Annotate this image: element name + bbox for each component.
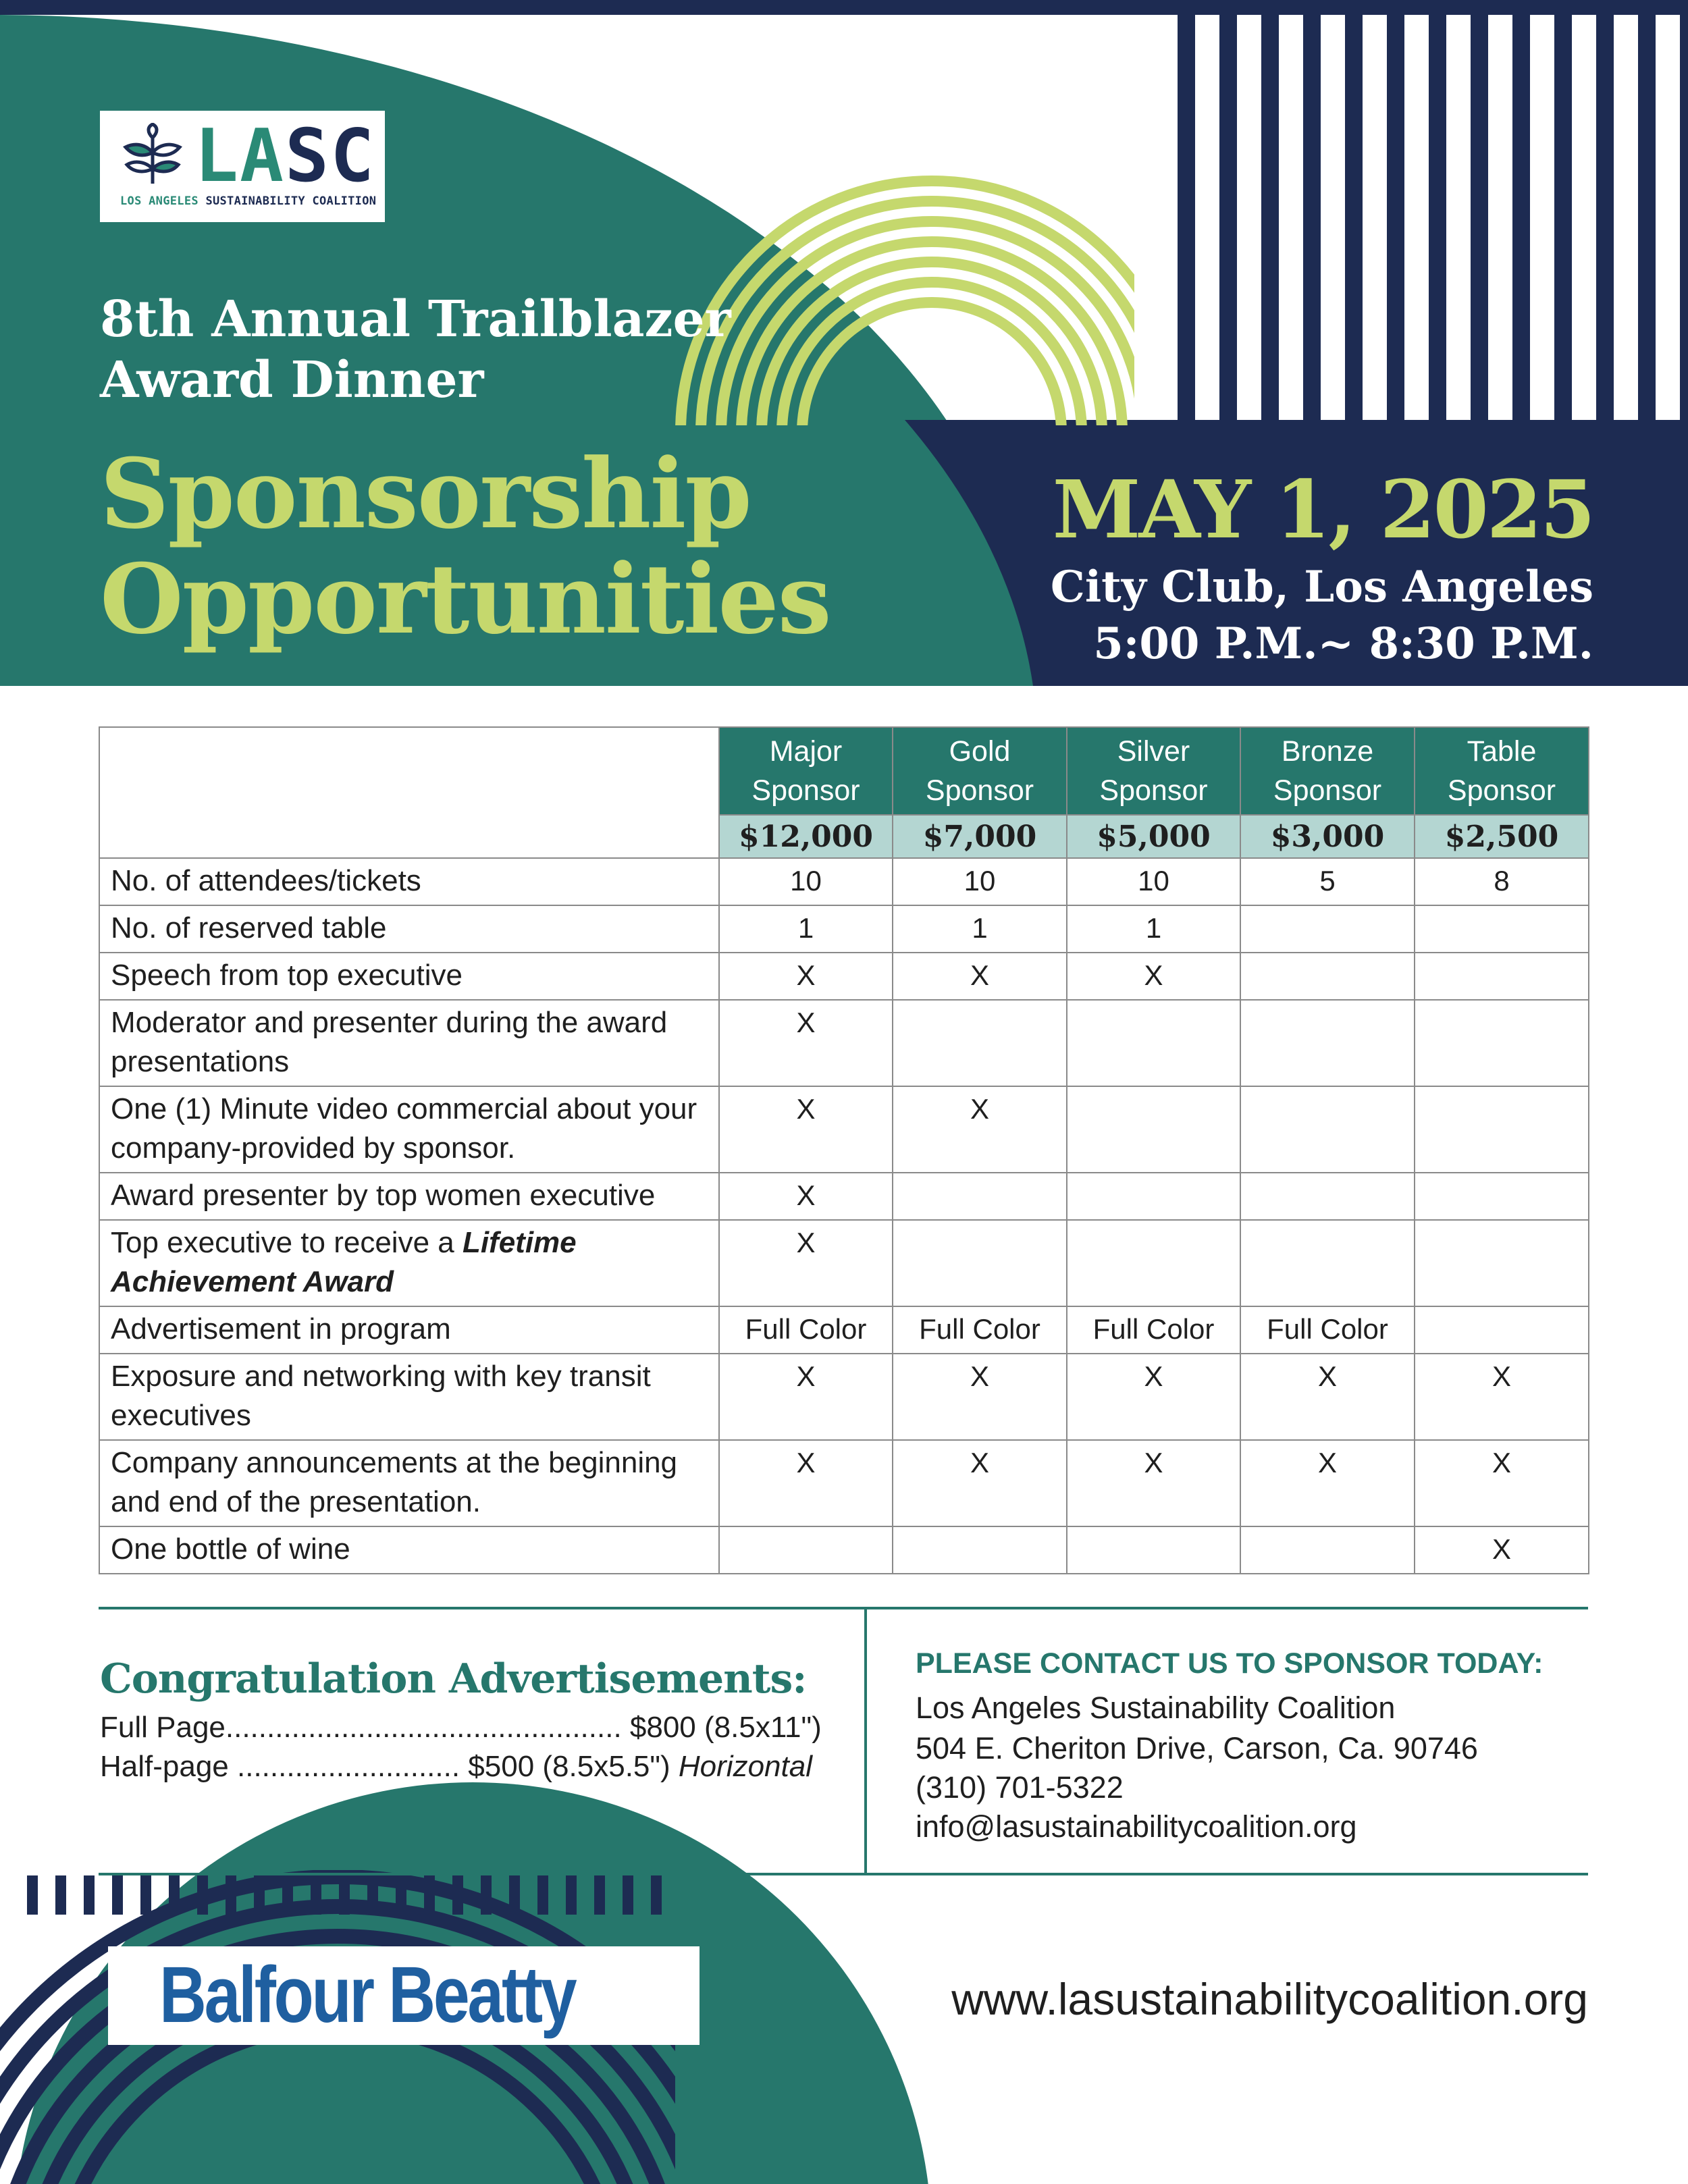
cell-value xyxy=(1415,1000,1589,1086)
table-row xyxy=(99,905,1589,953)
cell-value: X xyxy=(719,953,893,1000)
cell-value xyxy=(1067,1173,1240,1220)
ad-full-page: Full Page................................................ $800 (8.5x11") xyxy=(100,1711,822,1744)
cell-value xyxy=(1415,1306,1589,1354)
cell-value: X xyxy=(1415,1526,1589,1574)
cell-value xyxy=(893,1220,1067,1306)
row-label: One bottle of wine xyxy=(99,1526,719,1574)
table-row xyxy=(99,1173,1589,1220)
cell-value: X xyxy=(1240,1440,1415,1526)
cell-value: Full Color xyxy=(1067,1306,1240,1354)
row-label: One (1) Minute video commercial about your company-provided by sponsor. xyxy=(99,1086,719,1173)
cell-value: X xyxy=(719,1354,893,1440)
row-label-prefix: Top executive to receive a xyxy=(111,1226,463,1259)
cell-value xyxy=(1067,1526,1240,1574)
table-row xyxy=(99,953,1589,1000)
ad-half-page xyxy=(100,1747,812,1786)
table-row xyxy=(99,1306,1589,1354)
cell-value xyxy=(1240,1220,1415,1306)
cell-value: 1 xyxy=(893,905,1067,953)
event-time: 5:00 P.M.~ 8:30 P.M. xyxy=(1093,618,1593,669)
vertical-stripes-decoration xyxy=(1178,15,1688,420)
cell-value: 8 xyxy=(1415,858,1589,905)
table-corner-cell xyxy=(99,727,719,858)
row-label: Award presenter by top women executive xyxy=(99,1173,719,1220)
tier-header-bronze: Bronze Sponsor xyxy=(1240,727,1415,815)
balfour-beatty-logo xyxy=(108,1946,700,2045)
logo-wordmark: LASC xyxy=(194,114,376,198)
cell-value xyxy=(1240,1526,1415,1574)
section-divider-vertical xyxy=(864,1608,867,1874)
cell-value: X xyxy=(1067,1354,1240,1440)
logo-subtitle: LOS ANGELES SUSTAINABILITY COALITION xyxy=(120,194,377,208)
cell-value: 10 xyxy=(1067,858,1240,905)
cell-value: Full Color xyxy=(1240,1306,1415,1354)
cell-value: 10 xyxy=(719,858,893,905)
contact-address: 504 E. Cheriton Drive, Carson, Ca. 90746 xyxy=(916,1731,1478,1765)
lasc-logo xyxy=(100,111,385,222)
section-divider-bottom xyxy=(99,1873,1588,1875)
tier-header-silver: Silver Sponsor xyxy=(1067,727,1240,815)
table-row xyxy=(99,1086,1589,1173)
cell-value xyxy=(1067,1000,1240,1086)
cell-value xyxy=(1240,1173,1415,1220)
website-link[interactable]: www.lasustainabilitycoalition.org xyxy=(951,1974,1588,2024)
contact-org: Los Angeles Sustainability Coalition xyxy=(916,1690,1396,1725)
cell-value: X xyxy=(719,1220,893,1306)
ad-half-page-price: Half-page ........................... $500 (8.5x5.5") xyxy=(100,1750,670,1783)
cell-value xyxy=(1415,905,1589,953)
cell-value: Full Color xyxy=(893,1306,1067,1354)
cell-value xyxy=(1240,1086,1415,1173)
top-border-strip xyxy=(0,0,1688,15)
congrats-title: Congratulation Advertisements: xyxy=(100,1655,807,1703)
event-date: MAY 1, 2025 xyxy=(1052,462,1593,556)
cell-value: X xyxy=(1415,1354,1589,1440)
row-label xyxy=(99,1220,719,1306)
cell-value xyxy=(1067,1086,1240,1173)
cell-value: 10 xyxy=(893,858,1067,905)
cell-value: X xyxy=(893,1440,1067,1526)
page-title-line2: Opportunities xyxy=(100,543,830,656)
event-name-line1: 8th Annual Trailblazer xyxy=(100,290,731,348)
tier-header-gold: Gold Sponsor xyxy=(893,727,1067,815)
tier-header-table: Table Sponsor xyxy=(1415,727,1589,815)
bottom-stripes-decoration xyxy=(27,1875,662,1915)
cell-value xyxy=(1415,953,1589,1000)
cell-value: X xyxy=(1067,953,1240,1000)
cell-value: Full Color xyxy=(719,1306,893,1354)
event-venue: City Club, Los Angeles xyxy=(1050,562,1593,612)
row-label: Company announcements at the beginning and end of the presentation. xyxy=(99,1440,719,1526)
row-label: Moderator and presenter during the award presentations xyxy=(99,1000,719,1086)
balfour-beatty-wordmark: Balfour Beatty xyxy=(159,1950,575,2040)
tier-price-bronze: $3,000 xyxy=(1240,815,1415,858)
cell-value: X xyxy=(1415,1440,1589,1526)
cell-value: X xyxy=(893,1086,1067,1173)
section-divider-top xyxy=(99,1607,1588,1609)
table-row xyxy=(99,1526,1589,1574)
table-row xyxy=(99,1354,1589,1440)
cell-value xyxy=(893,1526,1067,1574)
cell-value xyxy=(1067,1220,1240,1306)
row-label: Exposure and networking with key transit executives xyxy=(99,1354,719,1440)
sponsorship-table xyxy=(99,726,1589,1574)
cell-value xyxy=(719,1526,893,1574)
cell-value: X xyxy=(719,1000,893,1086)
cell-value: X xyxy=(1067,1440,1240,1526)
page-title-line1: Sponsorship xyxy=(100,438,751,550)
cell-value xyxy=(1415,1173,1589,1220)
cell-value: X xyxy=(893,953,1067,1000)
cell-value xyxy=(1240,1000,1415,1086)
leaf-logo-icon xyxy=(120,123,185,188)
contact-title: PLEASE CONTACT US TO SPONSOR TODAY: xyxy=(916,1647,1544,1680)
ad-half-page-orientation: Horizontal xyxy=(678,1750,812,1783)
tier-header-major: Major Sponsor xyxy=(719,727,893,815)
cell-value xyxy=(1415,1086,1589,1173)
table-row xyxy=(99,1220,1589,1306)
row-label: No. of attendees/tickets xyxy=(99,858,719,905)
cell-value xyxy=(1415,1220,1589,1306)
cell-value xyxy=(1240,905,1415,953)
cell-value: 1 xyxy=(1067,905,1240,953)
cell-value: X xyxy=(719,1440,893,1526)
cell-value xyxy=(1240,953,1415,1000)
row-label: No. of reserved table xyxy=(99,905,719,953)
cell-value: X xyxy=(719,1173,893,1220)
tier-price-table: $2,500 xyxy=(1415,815,1589,858)
row-label: Advertisement in program xyxy=(99,1306,719,1354)
tier-price-major: $12,000 xyxy=(719,815,893,858)
contact-email[interactable]: info@lasustainabilitycoalition.org xyxy=(916,1809,1357,1844)
tier-price-gold: $7,000 xyxy=(893,815,1067,858)
table-row xyxy=(99,858,1589,905)
tier-price-silver: $5,000 xyxy=(1067,815,1240,858)
row-label: Speech from top executive xyxy=(99,953,719,1000)
contact-phone[interactable]: (310) 701-5322 xyxy=(916,1770,1124,1805)
table-row xyxy=(99,1440,1589,1526)
table-row xyxy=(99,1000,1589,1086)
cell-value xyxy=(893,1173,1067,1220)
cell-value xyxy=(893,1000,1067,1086)
cell-value: X xyxy=(719,1086,893,1173)
cell-value: 5 xyxy=(1240,858,1415,905)
cell-value: X xyxy=(893,1354,1067,1440)
cell-value: X xyxy=(1240,1354,1415,1440)
row-label-emphasis: Lifetime Achievement Award xyxy=(111,1226,577,1298)
event-name-line2: Award Dinner xyxy=(100,351,484,409)
cell-value: 1 xyxy=(719,905,893,953)
